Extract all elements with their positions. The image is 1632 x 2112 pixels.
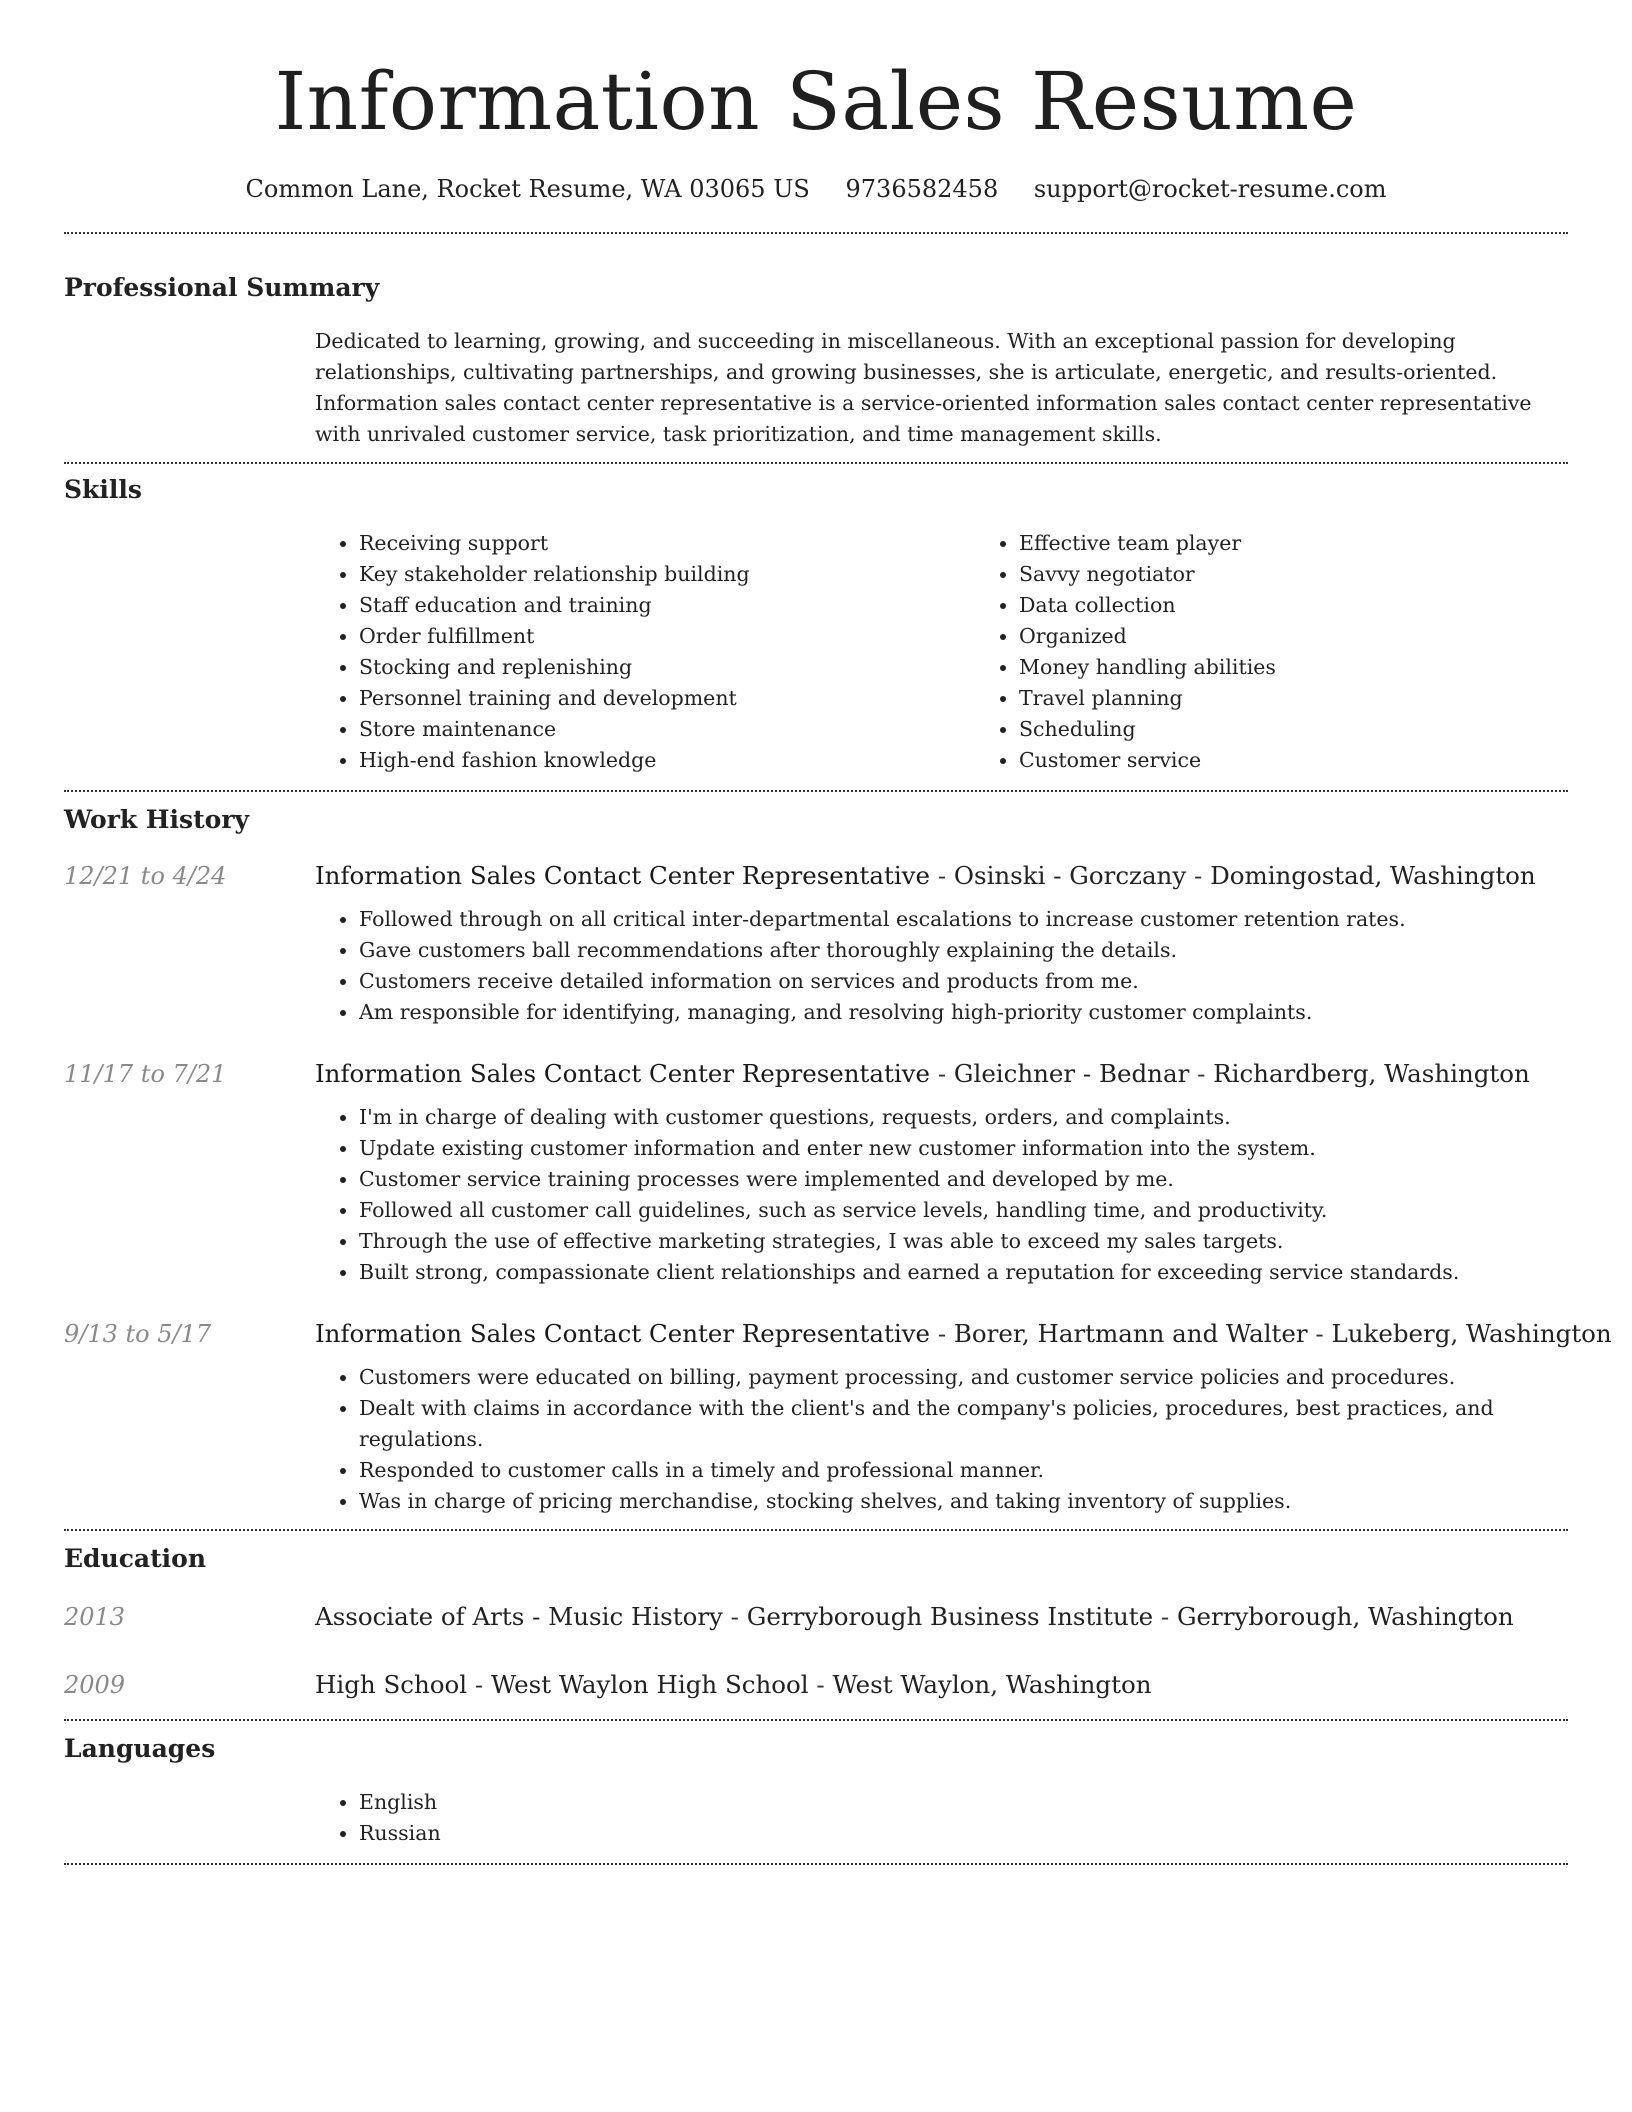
- list-item: • Order fulfillment: [359, 621, 975, 652]
- list-item: • I'm in charge of dealing with customer questions, requests, orders, and complaints.: [359, 1102, 1568, 1133]
- email: support@rocket-resume.com: [1033, 175, 1387, 203]
- list-item: • Staff education and training: [359, 590, 975, 621]
- job-entry: [64, 860, 1568, 1028]
- job-title: Information Sales Contact Center Representative: [315, 1059, 931, 1088]
- list-item: • Store maintenance: [359, 714, 975, 745]
- list-item: • Responded to customer calls in a timely and professional manner.: [359, 1455, 1568, 1486]
- list-item: • Customer service: [1019, 745, 1632, 776]
- list-item: • Savvy negotiator: [1019, 559, 1632, 590]
- list-item: • Built strong, compassionate client relationships and earned a reputation for exceeding service standards.: [359, 1257, 1568, 1288]
- list-item: • Receiving support: [359, 528, 975, 559]
- summary-text: Dedicated to learning, growing, and succeeding in miscellaneous. With an exceptional passion for developing relationships, cultivating partnerships, and growing businesses, she is articulate, energetic, and results-oriented. Information sales contact center representative is a service-oriented information sales contact center representative with unrivaled customer service, task prioritization, and time management skills.: [315, 329, 1532, 446]
- job-company: Borer, Hartmann and Walter: [953, 1319, 1308, 1348]
- phone: 9736582458: [845, 175, 999, 203]
- education-location: Gerryborough, Washington: [1176, 1602, 1514, 1631]
- list-item: • Followed through on all critical inter-departmental escalations to increase customer retention rates.: [359, 904, 1568, 935]
- list-item: • Gave customers ball recommendations after thoroughly explaining the details.: [359, 935, 1568, 966]
- languages-section: [64, 1721, 1568, 1849]
- summary-section: [64, 234, 1568, 450]
- job-company: Gleichner - Bednar: [953, 1059, 1190, 1088]
- list-item: • Effective team player: [1019, 528, 1632, 559]
- skills-list-left: [315, 528, 975, 776]
- education-section: [64, 1531, 1568, 1701]
- education-entry: [64, 1669, 1568, 1701]
- work-section: [64, 792, 1612, 1517]
- education-degree: Associate of Arts - Music History: [315, 1602, 723, 1631]
- list-item: • Customer service training processes were implemented and developed by me.: [359, 1164, 1568, 1195]
- job-location: Lukeberg, Washington: [1331, 1319, 1612, 1348]
- job-heading: Information Sales Contact Center Representative - Osinski - Gorczany - Domingostad, Washington: [315, 861, 1536, 890]
- list-item: • English: [359, 1787, 1568, 1818]
- resume-title: Information Sales Resume: [274, 55, 1358, 148]
- job-bullets: [315, 1362, 1568, 1517]
- list-item: • Dealt with claims in accordance with the client's and the company's policies, procedures, best practices, and regulations.: [359, 1393, 1568, 1455]
- education-heading: Education: [64, 1544, 207, 1573]
- education-year: 2009: [64, 1671, 126, 1699]
- education-location: West Waylon, Washington: [832, 1670, 1152, 1699]
- resume-page: [64, 0, 1612, 1865]
- list-item: • Personnel training and development: [359, 683, 975, 714]
- education-entry: [64, 1601, 1568, 1633]
- skills-heading: Skills: [64, 475, 142, 504]
- education-school: Gerryborough Business Institute: [746, 1602, 1154, 1631]
- job-bullets: [315, 904, 1568, 1028]
- work-heading: Work History: [64, 805, 250, 834]
- contact-line: [64, 174, 1568, 204]
- skills-list-right: [975, 528, 1632, 776]
- summary-heading: Professional Summary: [64, 273, 380, 302]
- job-heading: Information Sales Contact Center Representative - Gleichner - Bednar - Richardberg, Washington: [315, 1059, 1530, 1088]
- job-title: Information Sales Contact Center Representative: [315, 861, 931, 890]
- list-item: • Am responsible for identifying, managing, and resolving high-priority customer complaints.: [359, 997, 1568, 1028]
- job-title: Information Sales Contact Center Representative: [315, 1319, 931, 1348]
- list-item: • Data collection: [1019, 590, 1632, 621]
- list-item: • Money handling abilities: [1019, 652, 1632, 683]
- job-dates: 11/17 to 7/21: [64, 1060, 227, 1088]
- list-item: • Russian: [359, 1818, 1568, 1849]
- job-location: Domingostad, Washington: [1210, 861, 1536, 890]
- education-year: 2013: [64, 1603, 126, 1631]
- list-item: • Was in charge of pricing merchandise, stocking shelves, and taking inventory of supplies.: [359, 1486, 1568, 1517]
- education-heading-line: High School - West Waylon High School - West Waylon, Washington: [315, 1670, 1152, 1699]
- list-item: • Followed all customer call guidelines, such as service levels, handling time, and productivity.: [359, 1195, 1568, 1226]
- education-degree: High School: [315, 1670, 468, 1699]
- divider: [64, 1863, 1568, 1865]
- address: Common Lane, Rocket Resume, WA 03065 US: [245, 175, 810, 203]
- list-item: • Scheduling: [1019, 714, 1632, 745]
- education-school: West Waylon High School: [490, 1670, 809, 1699]
- skills-section: [64, 464, 1568, 776]
- job-dates: 9/13 to 5/17: [64, 1320, 212, 1348]
- job-location: Richardberg, Washington: [1213, 1059, 1530, 1088]
- job-entry: [64, 1058, 1568, 1288]
- job-heading: Information Sales Contact Center Representative - Borer, Hartmann and Walter - Lukeberg, Washington: [315, 1319, 1612, 1348]
- list-item: • Customers receive detailed information on services and products from me.: [359, 966, 1568, 997]
- list-item: • Update existing customer information and enter new customer information into the system.: [359, 1133, 1568, 1164]
- education-heading-line: Associate of Arts - Music History - Gerryborough Business Institute - Gerryborough, Washington: [315, 1602, 1514, 1631]
- job-bullets: [315, 1102, 1568, 1288]
- job-company: Osinski - Gorczany: [953, 861, 1187, 890]
- list-item: • Through the use of effective marketing strategies, I was able to exceed my sales targets.: [359, 1226, 1568, 1257]
- job-entry: [64, 1318, 1612, 1517]
- list-item: • Travel planning: [1019, 683, 1632, 714]
- list-item: • Organized: [1019, 621, 1632, 652]
- list-item: • Key stakeholder relationship building: [359, 559, 975, 590]
- job-dates: 12/21 to 4/24: [64, 862, 227, 890]
- list-item: • High-end fashion knowledge: [359, 745, 975, 776]
- list-item: • Stocking and replenishing: [359, 652, 975, 683]
- list-item: • Customers were educated on billing, payment processing, and customer service policies and procedures.: [359, 1362, 1568, 1393]
- languages-heading: Languages: [64, 1734, 216, 1763]
- languages-list: [315, 1787, 1568, 1849]
